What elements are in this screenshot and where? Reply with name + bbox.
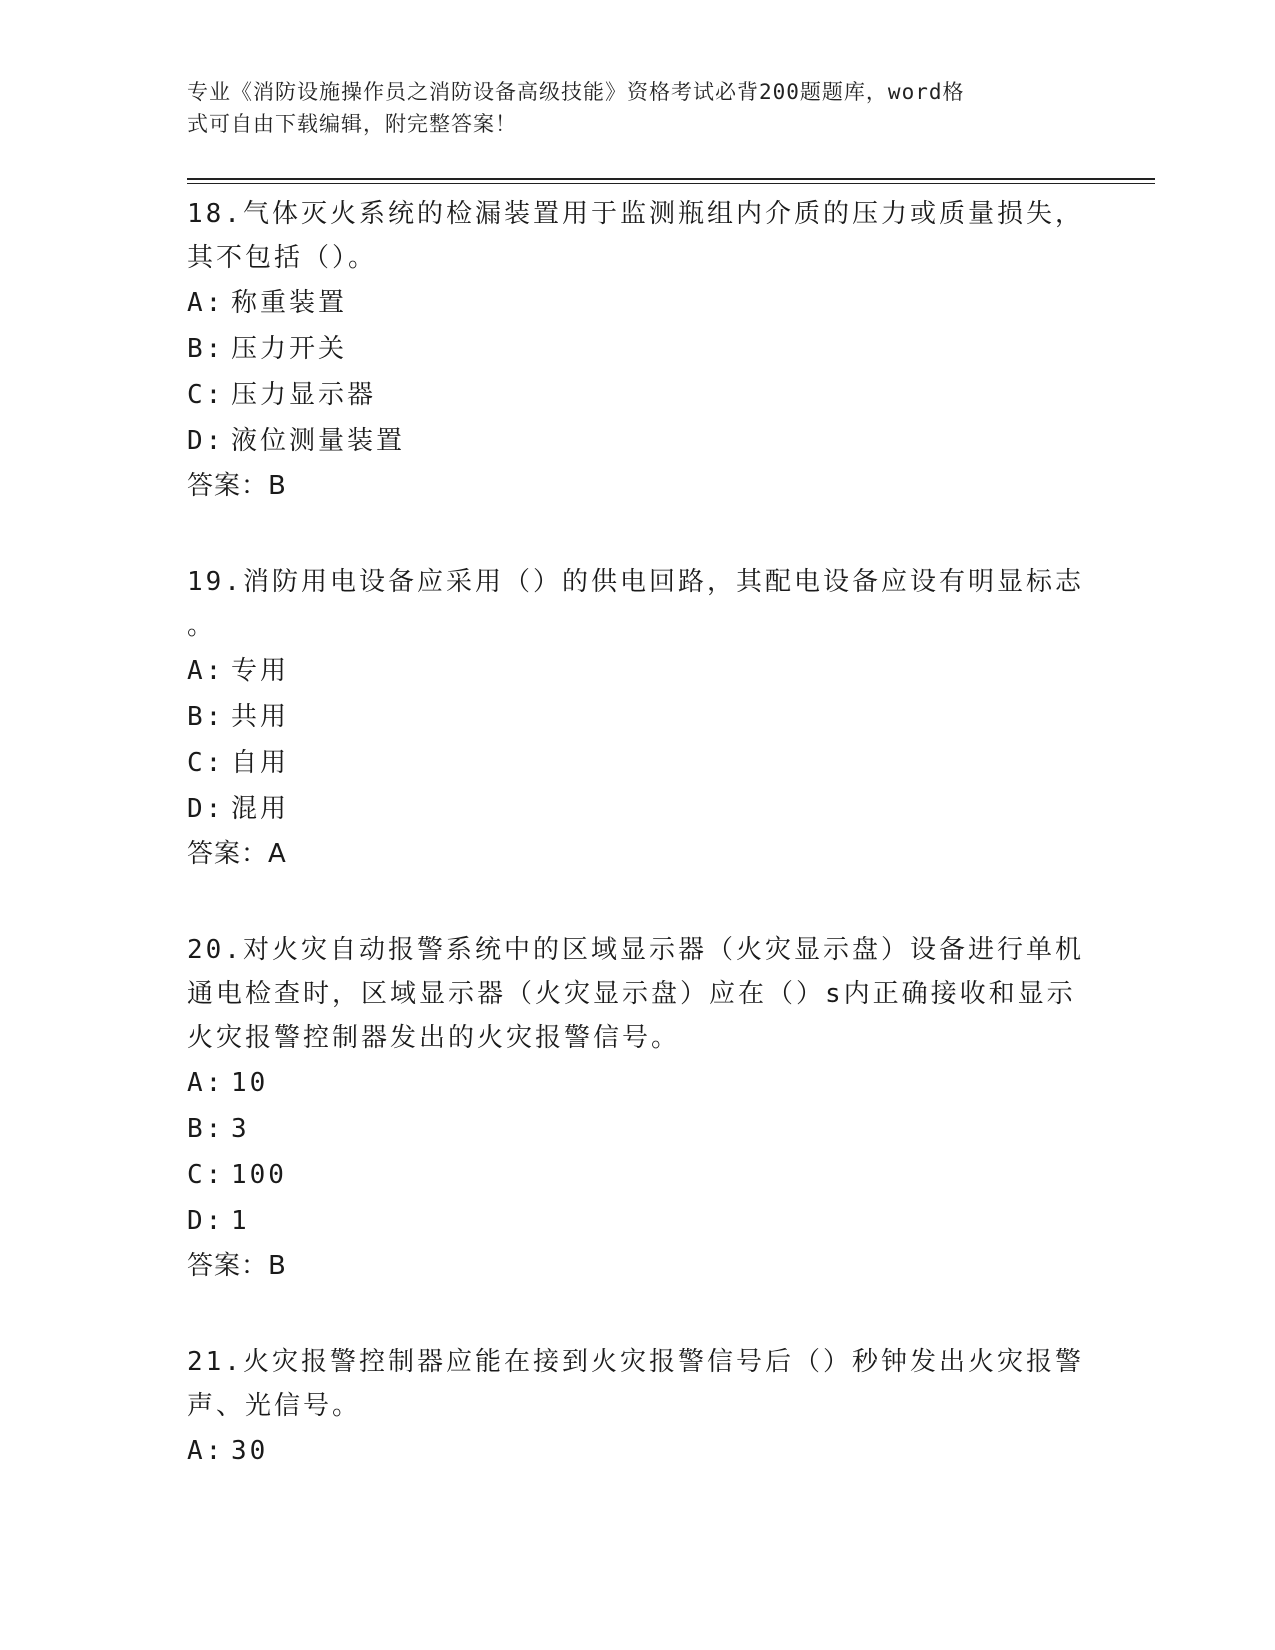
question-stem-line: 19.消防用电设备应采用（）的供电回路，其配电设备应设有明显标志	[187, 567, 1084, 597]
question-stem	[187, 1340, 1087, 1428]
option-d	[187, 1198, 1087, 1244]
option-letter: D:	[187, 794, 225, 824]
question-stem	[187, 928, 1087, 1060]
option-text: 共用	[231, 702, 290, 732]
option-text: 100	[231, 1160, 287, 1190]
option-letter: A:	[187, 1436, 225, 1466]
option-letter: D:	[187, 1206, 225, 1236]
option-text: 3	[231, 1114, 250, 1144]
option-d	[187, 786, 1087, 832]
question-list	[187, 192, 1087, 1526]
option-c	[187, 1152, 1087, 1198]
question-20	[187, 928, 1087, 1288]
option-letter: C:	[187, 380, 225, 410]
option-text: 30	[231, 1436, 269, 1466]
option-text: 压力显示器	[231, 380, 377, 410]
header-line-2: 式可自由下载编辑，附完整答案！	[187, 112, 517, 136]
option-letter: A:	[187, 1068, 225, 1098]
option-text: 混用	[231, 794, 290, 824]
option-letter: C:	[187, 1160, 225, 1190]
question-stem-line: 通电检查时，区域显示器（火灾显示盘）应在（）s内正确接收和显示	[187, 979, 1076, 1009]
option-a	[187, 1428, 1087, 1474]
option-b	[187, 326, 1087, 372]
option-c	[187, 372, 1087, 418]
option-letter: B:	[187, 702, 225, 732]
option-text: 称重装置	[231, 288, 348, 318]
question-stem	[187, 192, 1087, 280]
answer-line: 答案：B	[187, 1251, 287, 1281]
header-line-1: 专业《消防设施操作员之消防设备高级技能》资格考试必背200题题库，word格	[187, 80, 965, 104]
option-c	[187, 740, 1087, 786]
option-text: 专用	[231, 656, 290, 686]
header-divider-thick	[187, 178, 1155, 180]
option-d	[187, 418, 1087, 464]
option-text: 自用	[231, 748, 290, 778]
question-stem-line: 18.气体灭火系统的检漏装置用于监测瓶组内介质的压力或质量损失，	[187, 199, 1084, 229]
option-text: 10	[231, 1068, 269, 1098]
question-19	[187, 560, 1087, 876]
option-a	[187, 648, 1087, 694]
option-letter: B:	[187, 334, 225, 364]
option-text: 液位测量装置	[231, 426, 406, 456]
option-text: 1	[231, 1206, 250, 1236]
question-stem-line: 声、光信号。	[187, 1391, 362, 1421]
option-letter: A:	[187, 288, 225, 318]
option-letter: D:	[187, 426, 225, 456]
question-stem-line: 。	[187, 611, 217, 641]
question-stem-line: 20.对火灾自动报警系统中的区域显示器（火灾显示盘）设备进行单机	[187, 935, 1084, 965]
question-stem	[187, 560, 1087, 648]
answer-line: 答案：B	[187, 471, 287, 501]
question-21	[187, 1340, 1087, 1474]
answer-line: 答案：A	[187, 839, 287, 869]
option-letter: A:	[187, 656, 225, 686]
option-b	[187, 694, 1087, 740]
option-b	[187, 1106, 1087, 1152]
option-letter: B:	[187, 1114, 225, 1144]
option-a	[187, 280, 1087, 326]
option-text: 压力开关	[231, 334, 348, 364]
option-a	[187, 1060, 1087, 1106]
question-18	[187, 192, 1087, 508]
question-stem-line: 其不包括（）。	[187, 243, 378, 273]
question-stem-line: 火灾报警控制器发出的火灾报警信号。	[187, 1023, 681, 1053]
header-divider-thin	[187, 183, 1155, 184]
question-stem-line: 21.火灾报警控制器应能在接到火灾报警信号后（）秒钟发出火灾报警	[187, 1347, 1084, 1377]
option-letter: C:	[187, 748, 225, 778]
document-header	[187, 76, 1087, 140]
